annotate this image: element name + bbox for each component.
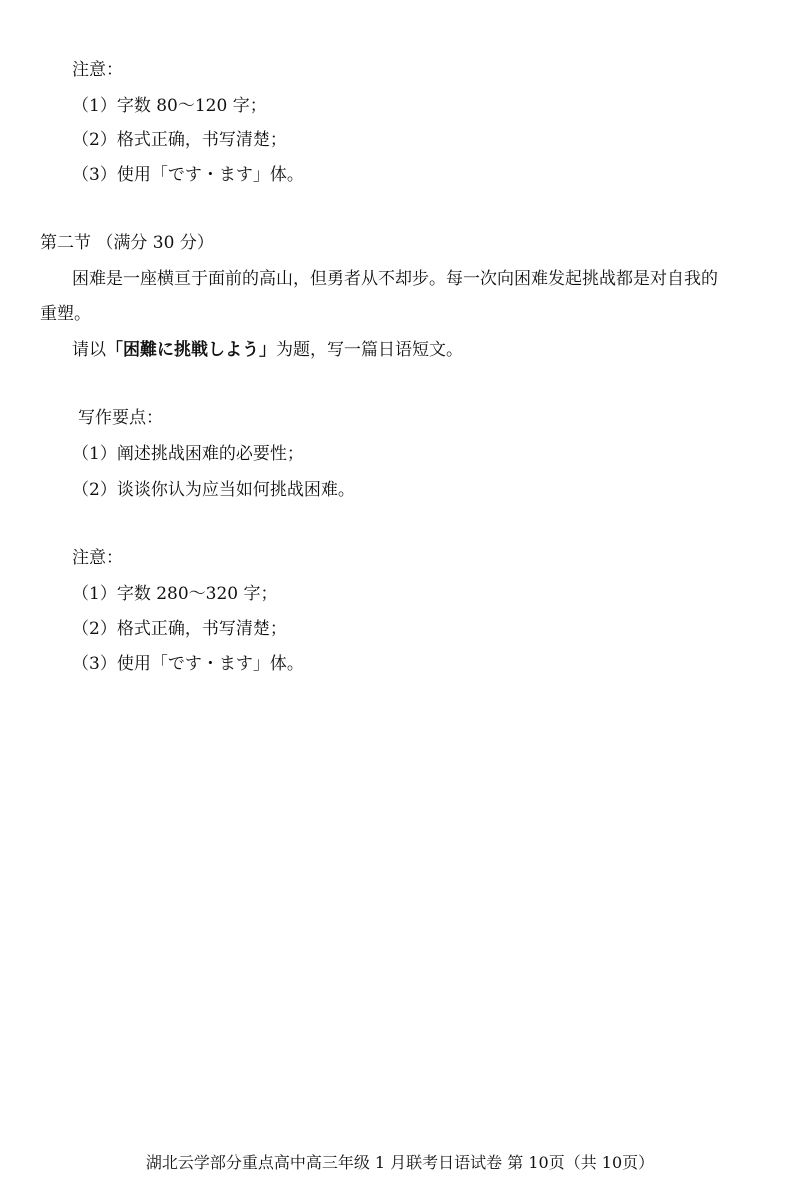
note-style-suffix: 体。 — [269, 165, 304, 185]
note-style — [72, 164, 304, 186]
note-style-desu-masu-2: 「です・ます」 — [150, 654, 270, 674]
prompt-suffix: 为题，写一篇日语短文。 — [276, 340, 463, 360]
note-style-2 — [72, 653, 304, 675]
point-necessity: （1）阐述挑战困难的必要性； — [72, 444, 304, 464]
essay-title: 「困難に挑戦しよう」 — [106, 340, 276, 360]
point-how-to: （2）谈谈你认为应当如何挑战困难。 — [72, 480, 355, 500]
intro-paragraph-line2: 重塑。 — [40, 304, 91, 324]
note-style-desu-masu: 「です・ます」 — [150, 165, 270, 185]
note-style-prefix-2: （3）使用 — [72, 654, 151, 674]
intro-paragraph-line1: 困难是一座横亘于面前的高山，但勇者从不却步。每一次向困难发起挑战都是对自我的 — [72, 269, 718, 289]
note-word-count-2: （1）字数 280～320 字； — [72, 584, 278, 604]
section-title: 第二节 （满分 30 分） — [40, 233, 214, 253]
points-heading: 写作要点： — [78, 408, 163, 428]
notes-heading-2: 注意： — [72, 548, 123, 568]
note-format: （2）格式正确，书写清楚； — [72, 130, 287, 150]
prompt-prefix: 请以 — [72, 340, 106, 360]
note-word-count: （1）字数 80～120 字； — [72, 96, 267, 116]
note-format-2: （2）格式正确，书写清楚； — [72, 619, 287, 639]
note-style-suffix-2: 体。 — [269, 654, 304, 674]
page-footer: 湖北云学部分重点高中高三年级 1 月联考日语试卷 第 10页（共 10页） — [145, 1153, 655, 1172]
note-style-prefix: （3）使用 — [72, 165, 151, 185]
notes-heading: 注意： — [72, 60, 123, 80]
essay-prompt — [72, 339, 463, 361]
